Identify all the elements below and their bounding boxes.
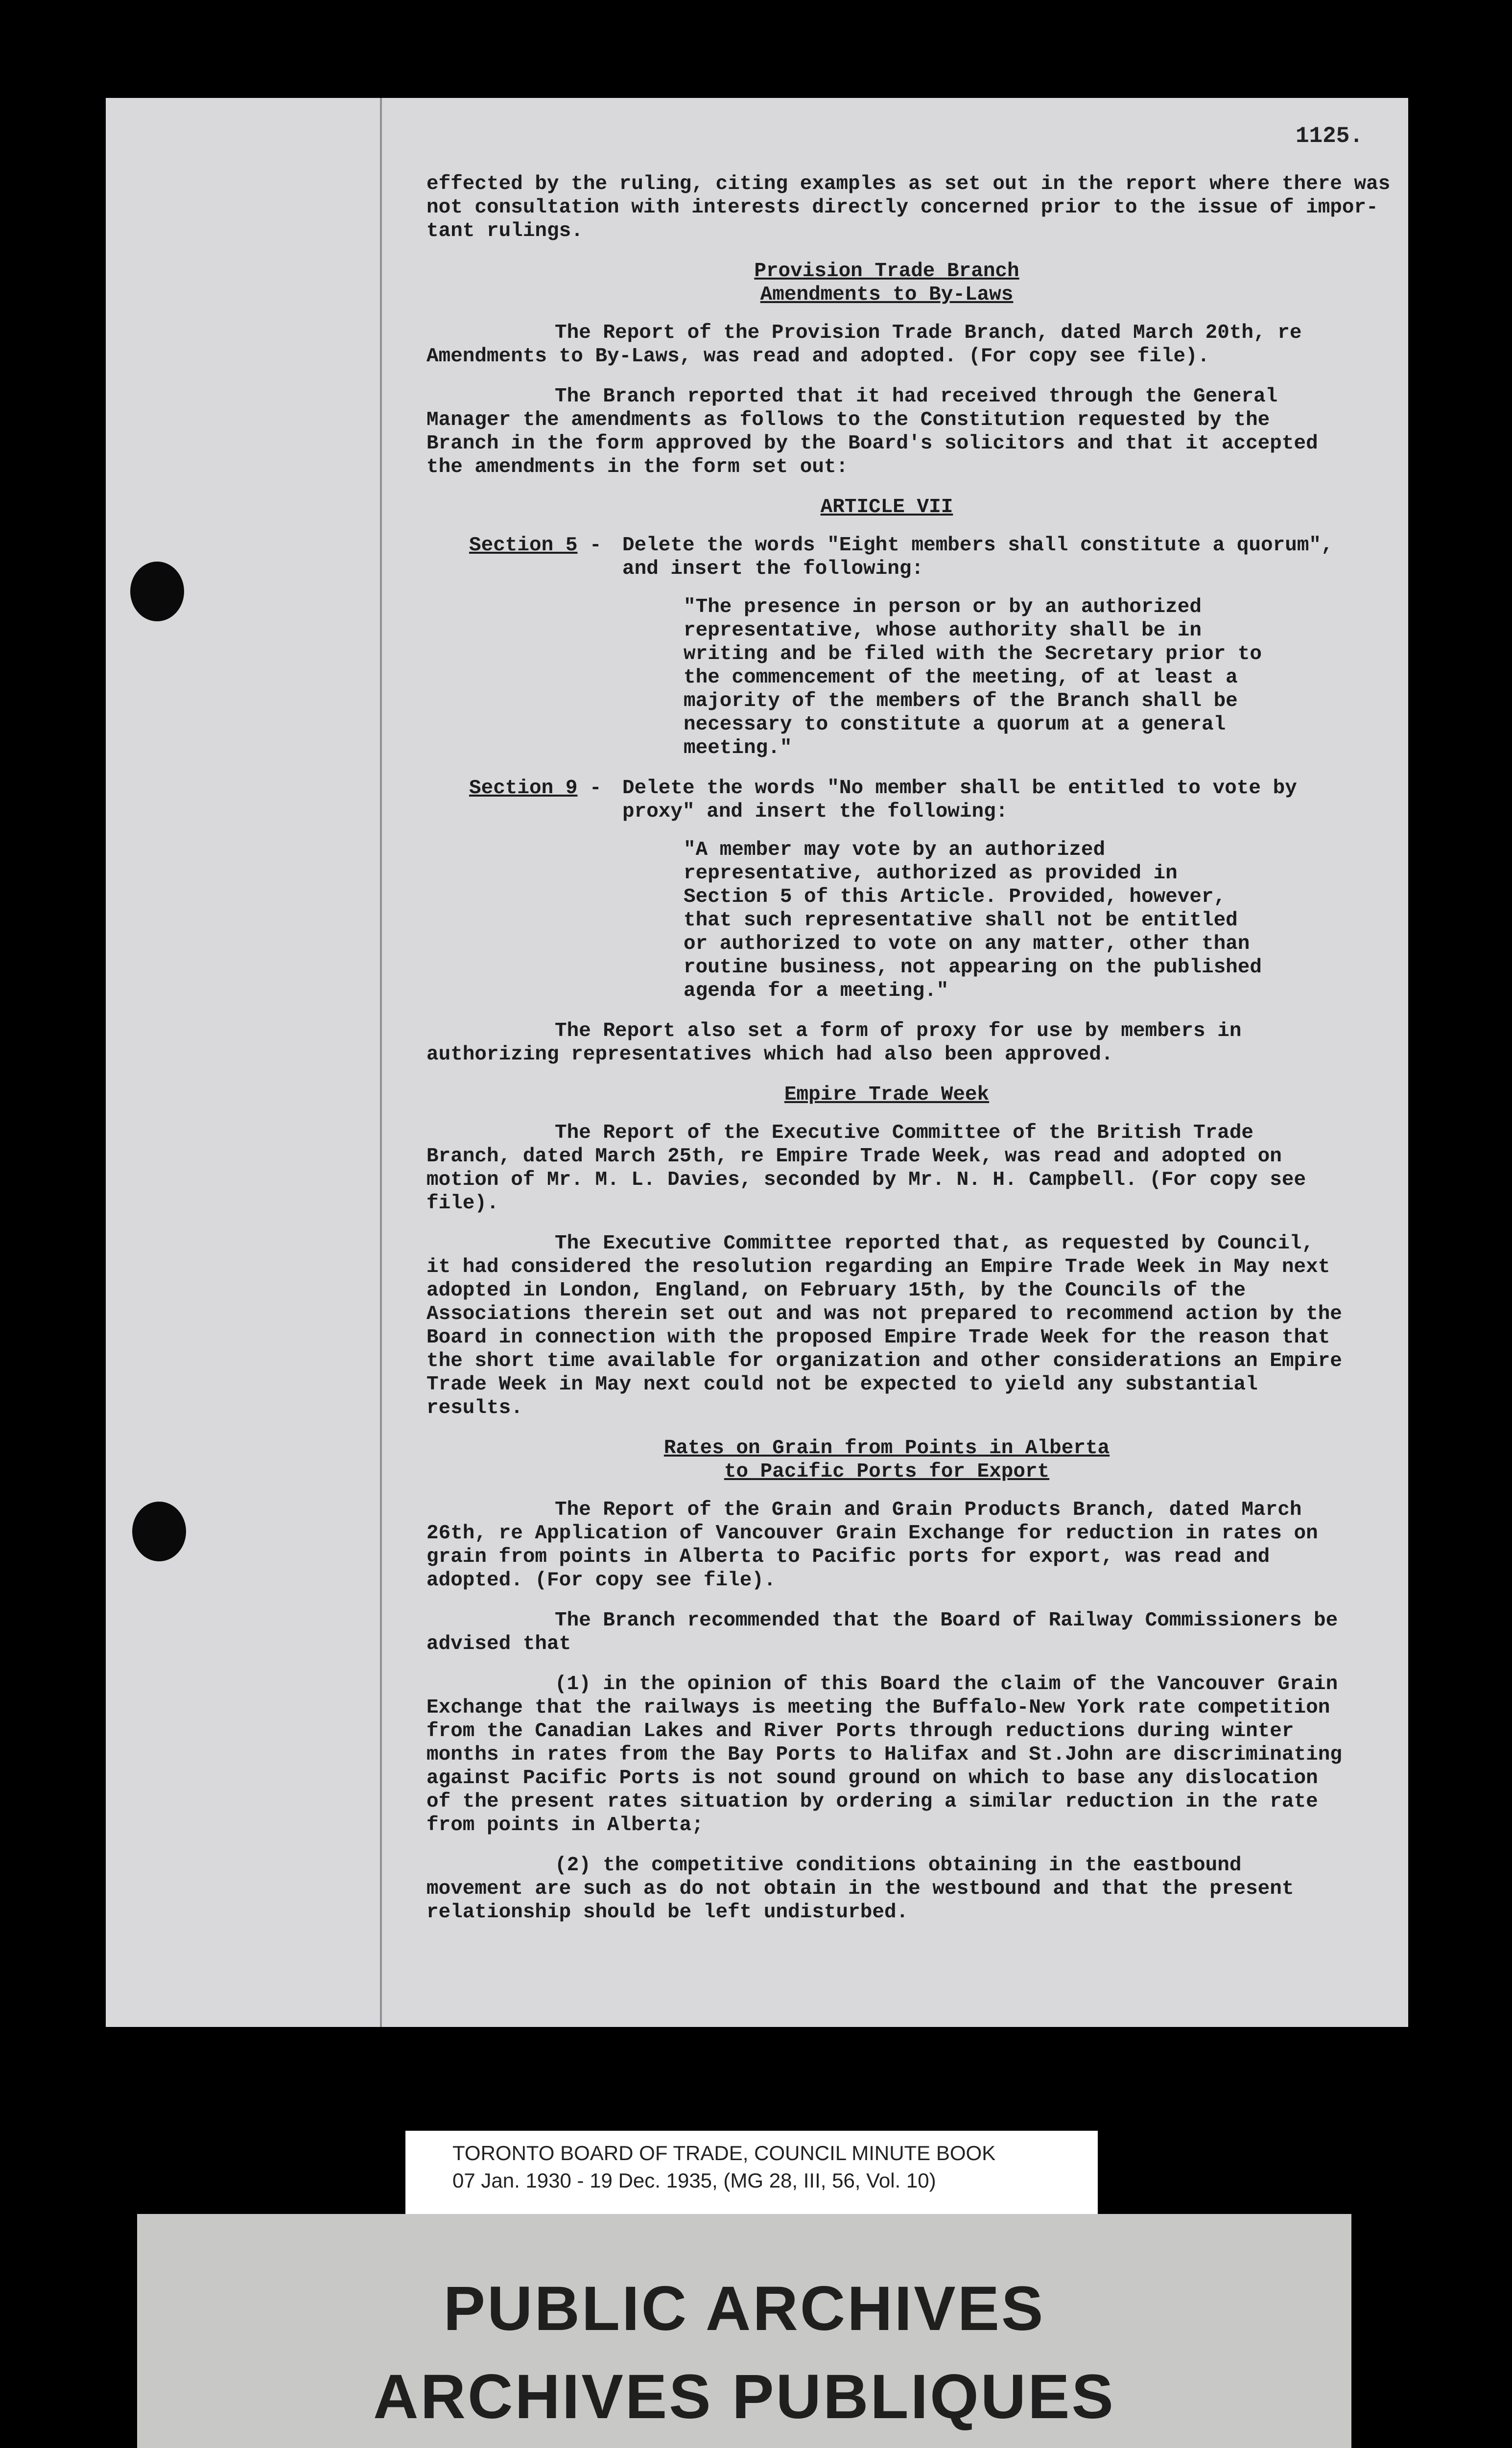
grain-paragraph: The Branch recommended that the Board of Railway Commissioners be advised that	[426, 1609, 1338, 1655]
margin-rule	[380, 98, 382, 2027]
heading-line: Amendments to By-Laws	[760, 283, 1014, 306]
page-number: 1125.	[1295, 123, 1363, 149]
document-page	[106, 98, 1408, 2027]
binder-hole-top	[130, 562, 184, 621]
section-text: Delete the words "No member shall be entitled to vote by proxy" and insert the following:	[622, 777, 1297, 823]
section-5	[426, 534, 1347, 581]
heading-line: Empire Trade Week	[784, 1083, 990, 1106]
slip-line: TORONTO BOARD OF TRADE, COUNCIL MINUTE BOOK	[452, 2142, 996, 2165]
provision-heading	[426, 259, 1347, 306]
intro-line: effected by the ruling, citing examples as set out in the report where there was	[426, 173, 1391, 195]
grain-item-1: (1) in the opinion of this Board the claim of the Vancouver Grain Exchange that the railways is meeting the Buffalo-New York rate competition from the Canadian Lakes and River Ports through reductions during winter months in rates from the Bay Ports to Halifax and St.John are discriminating against Pacific Ports is not sound ground on which to base any dislocation of the present rates situation by ordering a similar reduction in the rate from points in Alberta;	[426, 1673, 1342, 1836]
article-heading	[426, 495, 1347, 519]
grain-paragraph: The Report of the Grain and Grain Products Branch, dated March 26th, re Application of Vancouver Grain Exchange for reduction in rates on grain from points in Alberta to Pacific ports for export, was read and adopted. (For copy see file).	[426, 1499, 1318, 1592]
intro-line: tant rulings.	[426, 220, 583, 242]
section-9-quote: "A member may vote by an authorized representative, authorized as provided in Section 5 of this Article. Provided, however, that such representative shall not be entitled or authorized to vote on any matter, other than routine business, not appearing on the published agenda for a meeting."	[684, 839, 1262, 1002]
section-label-text: Section 9	[469, 777, 578, 800]
section-9	[426, 777, 1347, 824]
provision-paragraph: The Report of the Provision Trade Branch, dated March 20th, re Amendments to By-Laws, was read and adopted. (For copy see file).	[426, 322, 1302, 368]
provision-paragraph: The Branch reported that it had received through the General Manager the amendments as follows to the Constitution requested by the Branch in the form approved by the Board's solicitors and that it accepted the amendments in the form set out:	[426, 385, 1318, 478]
banner-line: ARCHIVES PUBLIQUES	[373, 2362, 1115, 2432]
heading-line: to Pacific Ports for Export	[724, 1460, 1050, 1483]
heading-line: Provision Trade Branch	[754, 260, 1019, 282]
section-text: Delete the words "Eight members shall constitute a quorum", and insert the following:	[622, 534, 1333, 580]
section-label: Section 5 -	[469, 534, 602, 557]
binder-hole-bottom	[132, 1502, 186, 1561]
archives-banner	[137, 2214, 1351, 2448]
heading-line: Rates on Grain from Points in Alberta	[663, 1437, 1110, 1459]
minutes-text	[426, 172, 1391, 1941]
reference-slip	[405, 2131, 1098, 2215]
intro-line: not consultation with interests directly concerned prior to the issue of impor-	[426, 196, 1378, 219]
grain-item-2: (2) the competitive conditions obtaining in the eastbound movement are such as do not obtain in the westbound and that the present relationship should be left undisturbed.	[426, 1854, 1294, 1924]
banner-line: PUBLIC ARCHIVES	[443, 2274, 1045, 2344]
empire-paragraph: The Report of the Executive Committee of the British Trade Branch, dated March 25th, re Empire Trade Week, was read and adopted on motion of Mr. M. L. Davies, seconded by Mr. N. H. Campbell. (For copy see file).	[426, 1122, 1306, 1215]
intro-paragraph	[426, 172, 1391, 243]
section-label: Section 9 -	[469, 777, 602, 800]
section-5-quote: "The presence in person or by an authorized representative, whose authority shall be in writing and be filed with the Secretary prior to the commencement of the meeting, of at least a majority of the members of the Branch shall be necessary to constitute a quorum at a general meeting."	[684, 596, 1262, 759]
grain-heading	[426, 1436, 1347, 1483]
heading-line: ARTICLE VII	[820, 496, 953, 518]
section-label-text: Section 5	[469, 534, 578, 557]
empire-paragraph: The Executive Committee reported that, as requested by Council, it had considered the resolution regarding an Empire Trade Week in May next adopted in London, England, on February 15th, by the Councils of the Associations therein set out and was not prepared to recommend action by the Board in connection with the proposed Empire Trade Week for the reason that the short time available for organization and other considerations an Empire Trade Week in May next could not be expected to yield any substantial results.	[426, 1232, 1342, 1419]
slip-line: 07 Jan. 1930 - 19 Dec. 1935, (MG 28, III, 56, Vol. 10)	[452, 2169, 936, 2192]
provision-paragraph: The Report also set a form of proxy for use by members in authorizing representatives which had also been approved.	[426, 1020, 1242, 1066]
empire-heading	[426, 1083, 1347, 1106]
